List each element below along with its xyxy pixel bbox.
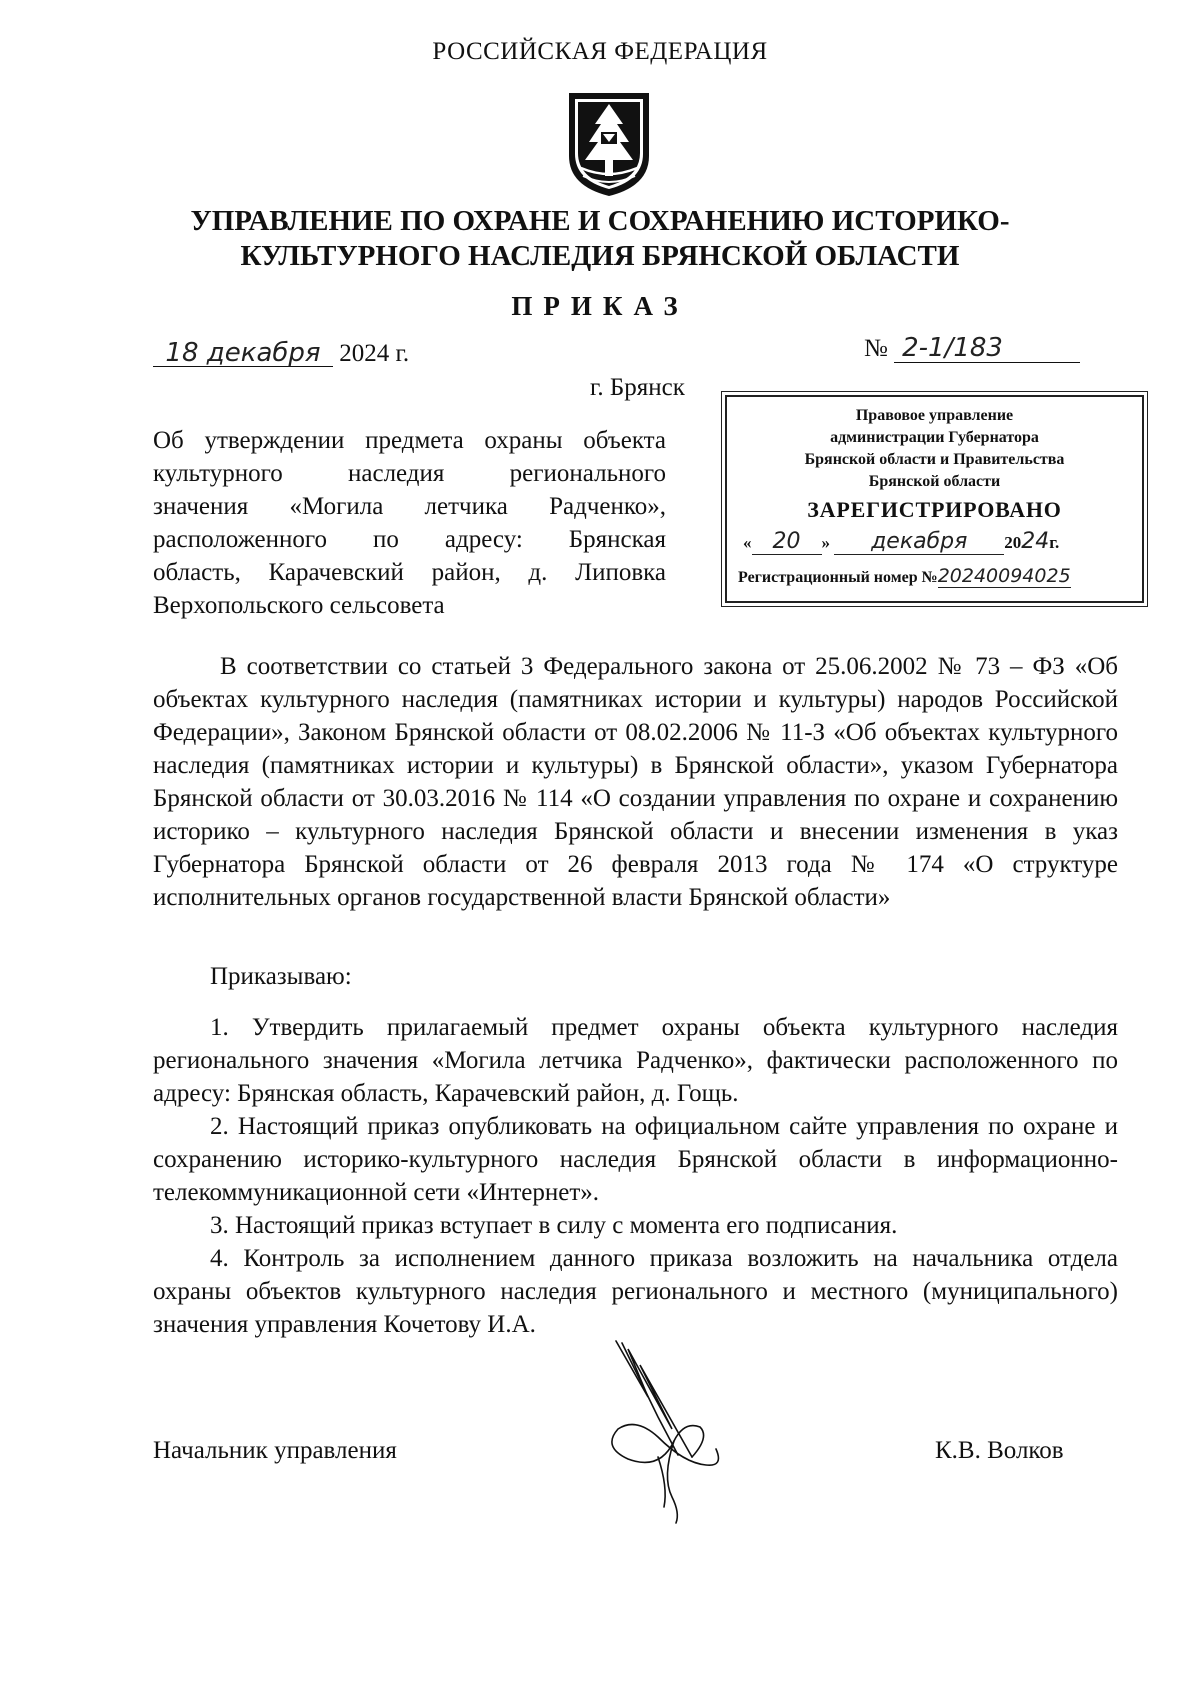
- stamp-quote-open: «: [743, 533, 752, 552]
- agency-name: [0, 204, 1200, 274]
- stamp-year-handwritten: 24: [1021, 529, 1050, 554]
- signatory-role: Начальник управления: [153, 1437, 397, 1464]
- agency-name-line-1: УПРАВЛЕНИЕ ПО ОХРАНЕ И СОХРАНЕНИЮ ИСТОРИКО-: [190, 205, 1010, 237]
- order-item: 4. Контроль за исполнением данного приказа возложить на начальника отдела охраны объектов культурного наследия регионального и местного (муниципального) значения управления Кочетову И.А.: [153, 1245, 1118, 1338]
- stamp-month-handwritten: декабря: [834, 529, 1004, 555]
- stamp-line: Брянской области: [868, 473, 1001, 490]
- stamp-year-suffix: г.: [1049, 533, 1060, 552]
- subject-line: Верхопольского сельсовета: [153, 592, 445, 619]
- stamp-line: Брянской области и Правительства: [804, 451, 1065, 468]
- country-heading: РОССИЙСКАЯ ФЕДЕРАЦИЯ: [432, 38, 768, 65]
- stamp-line: администрации Губернатора: [830, 429, 1039, 446]
- document-type-title: ПРИКАЗ: [511, 291, 689, 321]
- orders-label-block: [153, 960, 1118, 993]
- city: г. Брянск: [590, 374, 685, 401]
- stamp-date: [727, 529, 1142, 555]
- signatory-name: К.В. Волков: [935, 1437, 1064, 1464]
- stamp-line: Правовое управление: [855, 407, 1014, 424]
- subject-line: Об утверждении предмета охраны объекта: [153, 427, 666, 454]
- stamp-quote-close: »: [821, 533, 830, 552]
- agency-name-line-2: КУЛЬТУРНОГО НАСЛЕДИЯ БРЯНСКОЙ ОБЛАСТИ: [240, 240, 960, 272]
- stamp-reg-number-handwritten: 20240094025: [937, 565, 1071, 587]
- order-number-prefix: №: [864, 335, 888, 362]
- stamp-header: [727, 405, 1142, 493]
- stamp-registration-number: [727, 565, 1142, 588]
- order-year: 2024 г.: [339, 340, 410, 367]
- preamble-paragraph: В соответствии со статьей 3 Федерального закона от 25.06.2002 № 73 – ФЗ «Об объектах культурного наследия (памятниках истории и культуры) народов Российской Федерации», Законом Брянской области от 08.02.2006 № 11-З «Об объектах культурного наследия (памятниках истории и культуры) в Брянской области», указом Губернатора Брянской области от 30.03.2016 № 114 «О создании управления по охране и сохранению историко – культурного наследия Брянской области и внесении изменения в указ Губернатора Брянской области от 26 февраля 2013 года № 174 «О структуре исполнительных органов государственной власти Брянской области»: [153, 653, 1118, 911]
- order-number-handwritten: 2-1/183: [894, 334, 1080, 363]
- order-subject: [153, 424, 666, 622]
- subject-line: культурного наследия регионального: [153, 460, 666, 487]
- stamp-year-prefix: 20: [1004, 533, 1022, 552]
- subject-line: расположенного по адресу: Брянская: [153, 526, 666, 553]
- order-date-handwritten: 18 декабря: [153, 340, 333, 367]
- order-item: 1. Утвердить прилагаемый предмет охраны объекта культурного наследия регионального значения «Могила летчика Радченко», фактически расположенного по адресу: Брянская область, Карачевский район, д. Гощь.: [153, 1014, 1118, 1107]
- order-item: 2. Настоящий приказ опубликовать на официальном сайте управления по охране и сохранению историко-культурного наследия Брянской области в информационно-телекоммуникационной сети «Интернет».: [153, 1113, 1118, 1206]
- order-item: 3. Настоящий приказ вступает в силу с момента его подписания.: [210, 1212, 898, 1239]
- order-items: [153, 1011, 1118, 1341]
- bryansk-coat-of-arms-icon: [563, 90, 655, 198]
- subject-line: область, Карачевский район, д. Липовка: [153, 559, 666, 586]
- order-date: [153, 340, 409, 368]
- subject-line: значения «Могила летчика Радченко»,: [153, 493, 666, 520]
- order-number: [864, 334, 1080, 363]
- preamble-block: [153, 650, 1118, 914]
- orders-label: Приказываю:: [210, 963, 352, 990]
- handwritten-signature-icon: [588, 1337, 738, 1537]
- stamp-reg-label: Регистрационный номер №: [738, 569, 938, 586]
- registration-stamp: [725, 395, 1144, 603]
- stamp-registered-title: ЗАРЕГИСТРИРОВАНО: [807, 497, 1062, 522]
- stamp-day-handwritten: 20: [752, 529, 822, 555]
